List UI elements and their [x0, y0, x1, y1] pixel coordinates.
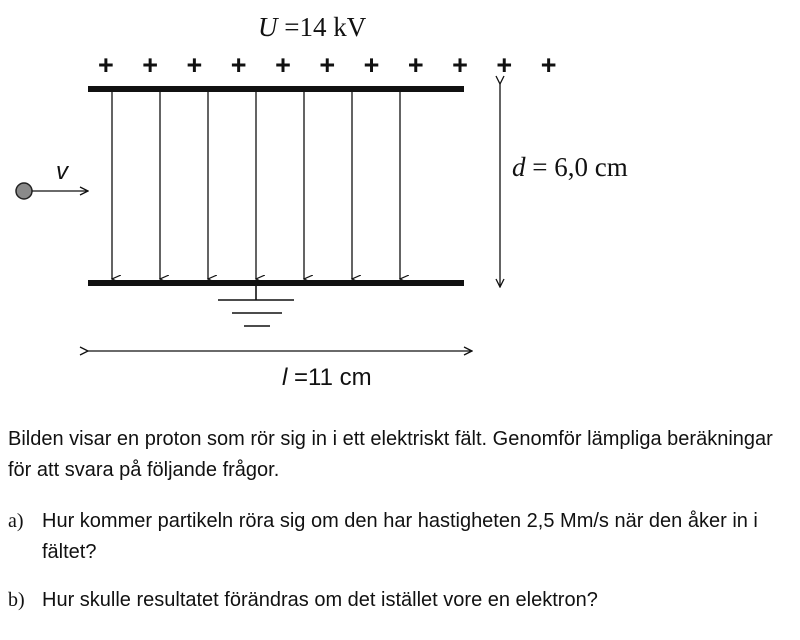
positive-charges: + + + + + + + + + + +	[98, 50, 567, 80]
question-a-letter: a)	[8, 510, 24, 532]
ground-symbol	[218, 286, 294, 326]
field-lines	[112, 92, 400, 279]
length-symbol: l	[282, 364, 288, 391]
velocity-label: v	[56, 158, 68, 185]
particle	[16, 183, 32, 199]
question-b-letter: b)	[8, 589, 25, 611]
top-plate	[88, 86, 464, 92]
question-b	[8, 585, 793, 616]
question-a-text: Hur kommer partikeln röra sig om den har hastigheten 2,5 Mm/s när den åker in i fältet?	[42, 510, 758, 563]
length-label	[282, 364, 372, 392]
distance-label	[512, 152, 628, 183]
voltage-value: =14 kV	[277, 12, 367, 42]
bottom-plate	[88, 280, 464, 286]
question-b-text: Hur skulle resultatet förändras om det istället vore en elektron?	[42, 589, 598, 611]
question-a	[8, 506, 793, 568]
voltage-symbol: U	[258, 12, 278, 42]
length-value: =11 cm	[287, 364, 372, 391]
voltage-label	[258, 12, 366, 43]
distance-symbol: d	[512, 152, 526, 182]
problem-intro: Bilden visar en proton som rör sig in i ett elektriskt fält. Genomför lämpliga beräkningar för att svara på följande frågor.	[8, 428, 773, 481]
distance-value: = 6,0 cm	[525, 152, 628, 182]
